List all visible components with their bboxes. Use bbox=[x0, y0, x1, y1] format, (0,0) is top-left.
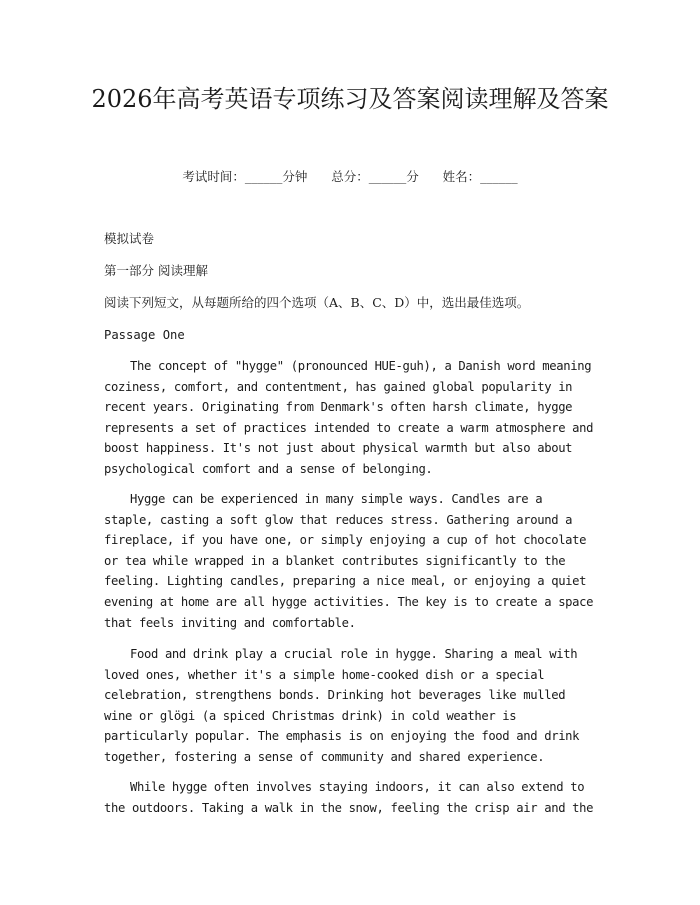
document-title: 2026年高考英语专项练习及答案阅读理解及答案 bbox=[91, 85, 609, 113]
passage-paragraph-2: Hygge can be experienced in many simple ways. Candles are a staple, casting a soft glow that reduces stress. Gathering around a fireplace, if you have one, or simply enjoying a cup of hot chocolate or tea while wrapped in a blanket contributes significantly to the feeling. Lighting candles, preparing a nice meal, or enjoying a quiet evening at home are all hygge activities. The key is to create a space that feels inviting and comfortable. bbox=[104, 492, 594, 630]
passage-title: Passage One bbox=[104, 328, 185, 342]
passage-paragraph-1: The concept of "hygge" (pronounced HUE-guh), a Danish word meaning coziness, comfort, and contentment, has gained global popularity in recent years. Originating from Denmark's often harsh climate, hygge represents a set of practices intended to create a warm atmosphere and boost happiness. It's not just about physical warmth but also about psychological comfort and a sense of belonging. bbox=[104, 359, 594, 476]
section-label: 模拟试卷 bbox=[104, 231, 155, 246]
instructions: 阅读下列短文，从每题所给的四个选项（A、B、C、D）中，选出最佳选项。 bbox=[104, 295, 530, 310]
passage-paragraph-4: While hygge often involves staying indoors, it can also extend to the outdoors. Taking a walk in the snow, feeling the crisp air and the bbox=[104, 780, 594, 815]
part-heading: 第一部分 阅读理解 bbox=[104, 263, 208, 278]
exam-info-line: 考试时间：______分钟 总分：______分 姓名：______ bbox=[182, 169, 518, 184]
passage-paragraph-3: Food and drink play a crucial role in hygge. Sharing a meal with loved ones, whether it's a simple home-cooked dish or a special celebration, strengthens bonds. Drinking hot beverages like mulled wine or glögi (a spiced Christmas drink) in cold weather is particularly popular. The emphasis is on enjoying the food and drink together, fostering a sense of community and shared experience. bbox=[104, 647, 580, 764]
